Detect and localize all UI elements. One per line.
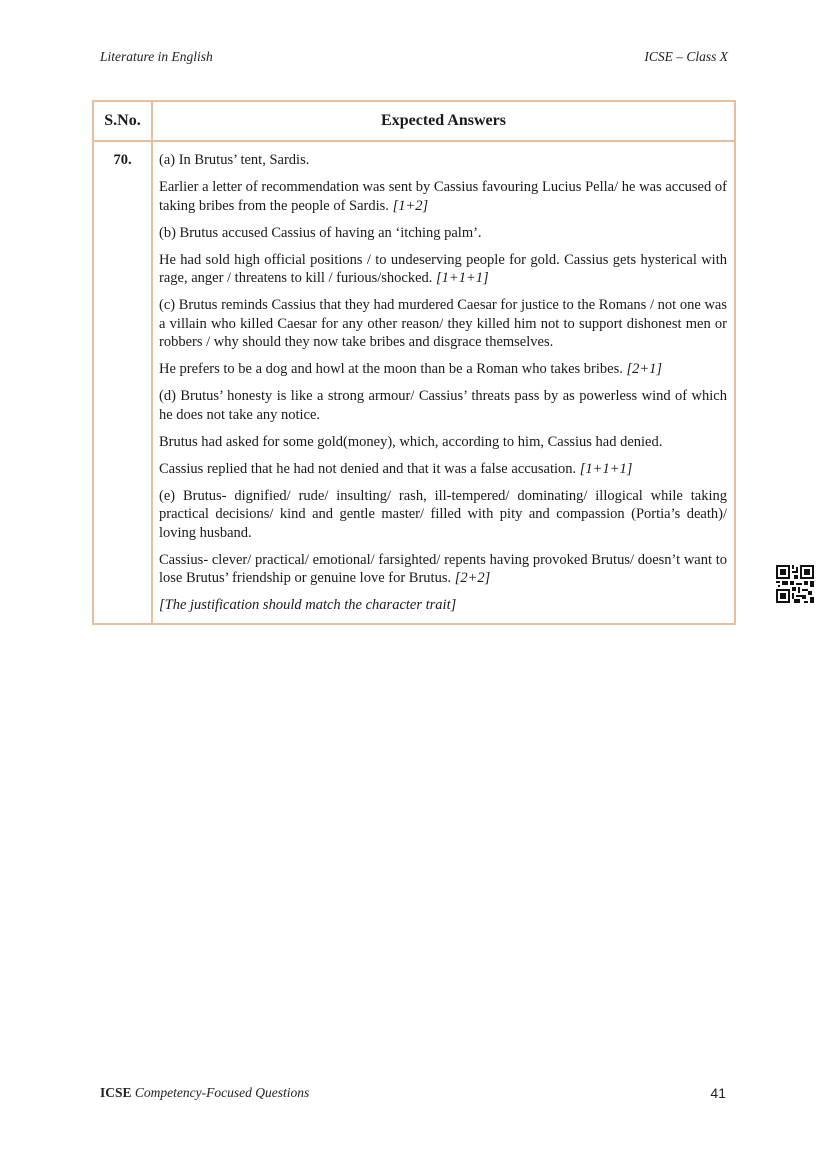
table-row (93, 141, 735, 624)
footer-brand: ICSE (100, 1085, 132, 1100)
answer-text: (c) Brutus reminds Cassius that they had murdered Caesar for justice to the Romans / not one was a villain who killed Caesar for any other reason/ they killed him not to support dishonest men or robbers / why should they now take bribes and disgrace themselves. (159, 297, 727, 350)
answer-paragraph (159, 487, 727, 543)
marking-note: [The justification should match the character trait] (159, 597, 457, 613)
answer-paragraph (159, 151, 727, 170)
header-class: ICSE – Class X (644, 49, 728, 64)
qr-code-icon[interactable] (776, 565, 814, 603)
answer-paragraph (159, 360, 727, 379)
answer-text: Earlier a letter of recommendation was sent by Cassius favouring Lucius Pella/ he was accused of taking bribes from the people of Sardis. (159, 179, 727, 214)
answer-paragraph (159, 296, 727, 352)
answer-paragraph (159, 460, 727, 479)
answer-text: (b) Brutus accused Cassius of having an ‘itching palm’. (159, 224, 482, 241)
answer-table (92, 100, 736, 625)
answer-paragraph (159, 178, 727, 215)
answer-cell (152, 141, 735, 624)
marks-allocation: [1+1+1] (579, 460, 633, 477)
answer-text: Brutus had asked for some gold(money), which, according to him, Cassius had denied. (159, 433, 663, 450)
page-number: 41 (710, 1085, 726, 1101)
column-header-answers: Expected Answers (152, 101, 735, 141)
column-header-sno: S.No. (93, 101, 152, 141)
answer-text: He prefers to be a dog and howl at the moon than be a Roman who takes bribes. (159, 361, 623, 377)
answer-paragraph (159, 251, 727, 288)
answer-text: He had sold high official positions / to undeserving people for gold. Cassius gets hysterical with rage, anger / threatens to kill / furious/shocked. (159, 251, 727, 286)
answer-paragraph (159, 551, 727, 588)
marks-allocation: [2+2] (454, 570, 491, 586)
answer-paragraph (159, 433, 727, 452)
question-number: 70. (93, 141, 152, 624)
answer-paragraph (159, 387, 727, 424)
answer-text: Cassius replied that he had not denied and that it was a false accusation. (159, 460, 577, 477)
marks-allocation: [1+1+1] (436, 270, 489, 286)
footer-subtitle: Competency-Focused Questions (134, 1085, 310, 1100)
footer-title (100, 1085, 309, 1101)
answer-text: (d) Brutus’ honesty is like a strong armour/ Cassius’ threats pass by as powerless wind of which he does not take any notice. (159, 388, 727, 423)
marks-allocation: [2+1] (626, 361, 663, 377)
answer-text: (a) In Brutus’ tent, Sardis. (159, 152, 310, 168)
answer-text: (e) Brutus- dignified/ rude/ insulting/ rash, ill-tempered/ dominating/ illogical while taking practical decisions/ kind and gentle master/ filled with pity and compassion (Portia’s death)/ loving husband. (159, 487, 727, 541)
header-subject: Literature in English (100, 49, 213, 64)
table-header-row (93, 101, 735, 141)
marks-allocation: [1+2] (392, 197, 429, 214)
answer-text: Cassius- clever/ practical/ emotional/ farsighted/ repents having provoked Brutus/ doesn’t want to lose Brutus’ friendship or genuine love for Brutus. (159, 551, 727, 586)
answer-paragraph (159, 224, 727, 243)
